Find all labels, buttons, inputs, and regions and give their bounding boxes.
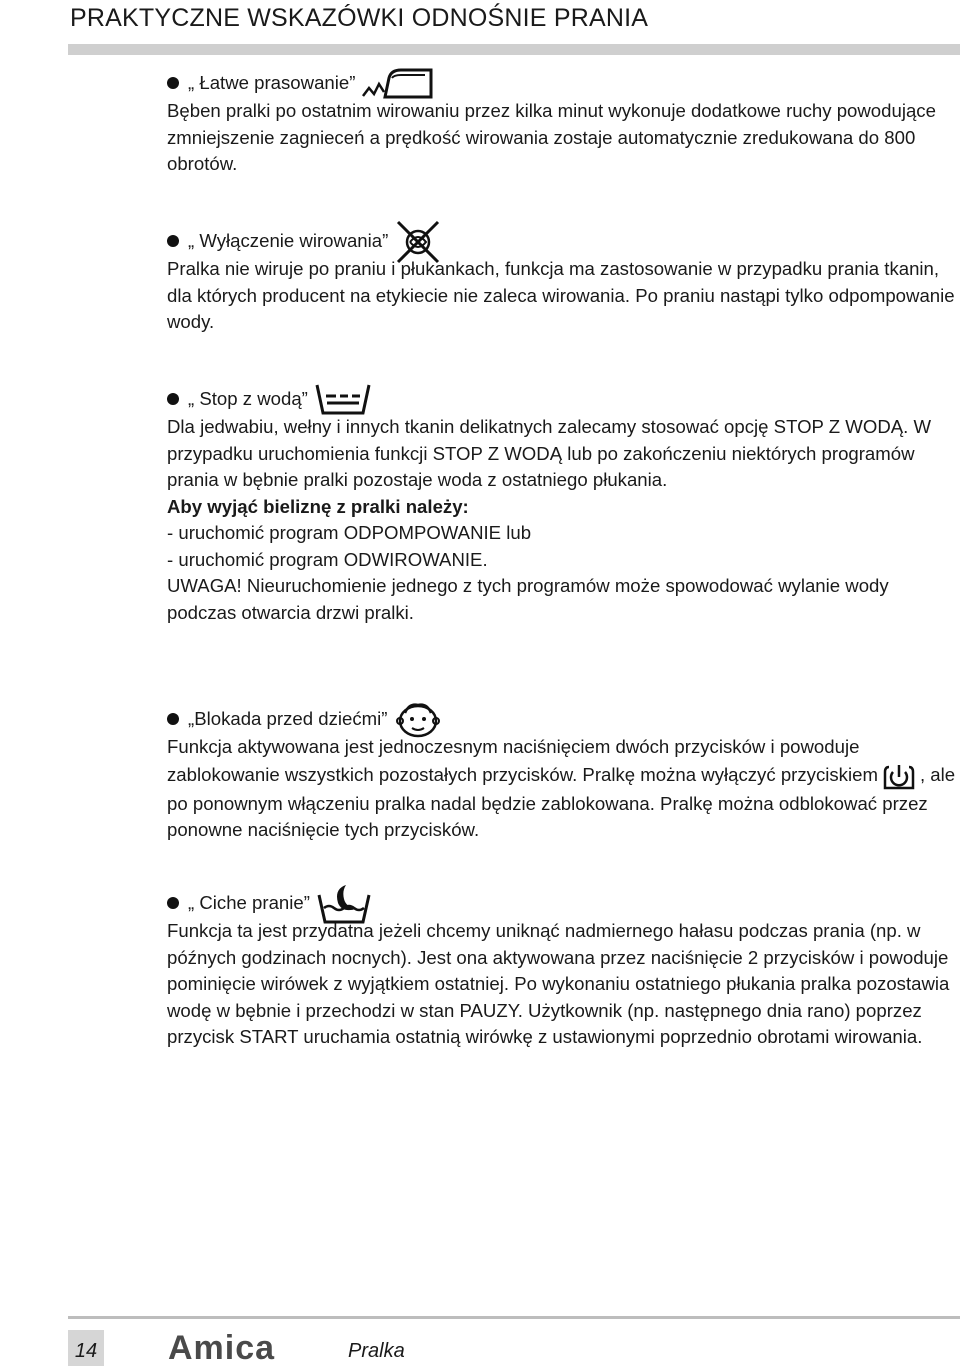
heading-text: „ Stop z wodą” <box>188 387 308 409</box>
section-heading <box>167 704 960 734</box>
heading-text: „ Łatwe prasowanie” <box>188 71 356 93</box>
section-quiet-wash <box>167 888 960 1051</box>
section-body: Funkcja ta jest przydatna jeżeli chcemy uniknąć nadmiernego hałasu podczas prania (np. w późnych godzinach nocnych). Jest ona aktywowana przez naciśnięcie 2 przycisków i powoduje pominięcie wirówek z wyjątkiem ostatniej. Po wykonaniu ostatniego płukania pralka pozostawia wodę w bębnie i przechodzi w stan PAUZY. Użytkownik (np. następnego dnia rano) poprzez przycisk START uruchamia ostatnią wirówkę z ustawionymi poprzednio obrotami wirowania. <box>167 920 950 1047</box>
heading-text: „Blokada przed dziećmi” <box>188 707 388 729</box>
section-spin-off <box>167 226 960 336</box>
iron-icon <box>361 66 435 100</box>
section-body: Bęben pralki po ostatnim wirowaniu przez kilka minut wykonuje dodatkowe ruchy powodujące zmniejszenie zagnieceń a prędkość wirowania zostaje automatycznie zredukowana do 800 obrotów. <box>167 100 936 174</box>
instruction-heading: Aby wyjąć bieliznę z pralki należy: <box>167 495 469 517</box>
child-face-icon <box>393 699 443 739</box>
body-text: Funkcja aktywowana jest jednoczesnym naciśnięciem dwóch przycisków i powoduje zablokowanie wszystkich pozostałych przycisków. Pralkę można wyłączyć przyciskiem <box>167 736 878 785</box>
bullet <box>167 235 179 247</box>
warning-text: UWAGA! Nieuruchomienie jednego z tych programów może spowodować wylanie wody podczas otwarcia drzwi pralki. <box>167 575 889 623</box>
instruction-item: - uruchomić program ODPOMPOWANIE lub <box>167 522 532 543</box>
section-heading <box>167 68 960 98</box>
power-icon <box>882 761 916 791</box>
heading-text: „ Ciche pranie” <box>188 891 310 913</box>
section-easy-ironing <box>167 68 960 178</box>
section-heading <box>167 888 960 918</box>
page-number: 14 <box>74 1340 98 1362</box>
title-rule <box>68 44 960 55</box>
body-text: , ale po ponownym włączeniu pralka nadal będzie zablokowana. Pralkę można odblokować przez ponowne naciśnięcie tych przycisków. <box>167 763 956 840</box>
instruction-item: - uruchomić program ODWIROWANIE. <box>167 548 488 570</box>
brand-logo: Amica <box>168 1329 276 1367</box>
bullet <box>167 713 179 725</box>
bullet <box>167 897 179 909</box>
page-title: PRAKTYCZNE WSKAZÓWKI ODNOŚNIE PRANIA <box>70 4 649 32</box>
section-stop-with-water <box>167 384 960 626</box>
section-heading <box>167 226 960 256</box>
stop-with-water-icon <box>314 382 372 416</box>
section-heading <box>167 384 960 414</box>
section-body: Pralka nie wiruje po praniu i płukankach, funkcja ma zastosowanie w przypadku prania tkanin, dla których producent na etykiecie nie zaleca wirowania. Po praniu nastąpi tylko odpompowanie wody. <box>167 258 955 332</box>
section-body <box>167 734 960 844</box>
bullet <box>167 393 179 405</box>
footer-label: Pralka <box>348 1340 405 1362</box>
footer-rule <box>68 1316 960 1319</box>
section-child-lock <box>167 704 960 844</box>
section-body: Dla jedwabiu, wełny i innych tkanin delikatnych zalecamy stosować opcję STOP Z WODĄ. W przypadku uruchomienia funkcji STOP Z WODĄ lub po zakończeniu niektórych programów prania w bębnie pralki pozostaje woda z ostatniego płukania. <box>167 416 932 490</box>
heading-text: „ Wyłączenie wirowania” <box>188 229 389 251</box>
bullet <box>167 77 179 89</box>
